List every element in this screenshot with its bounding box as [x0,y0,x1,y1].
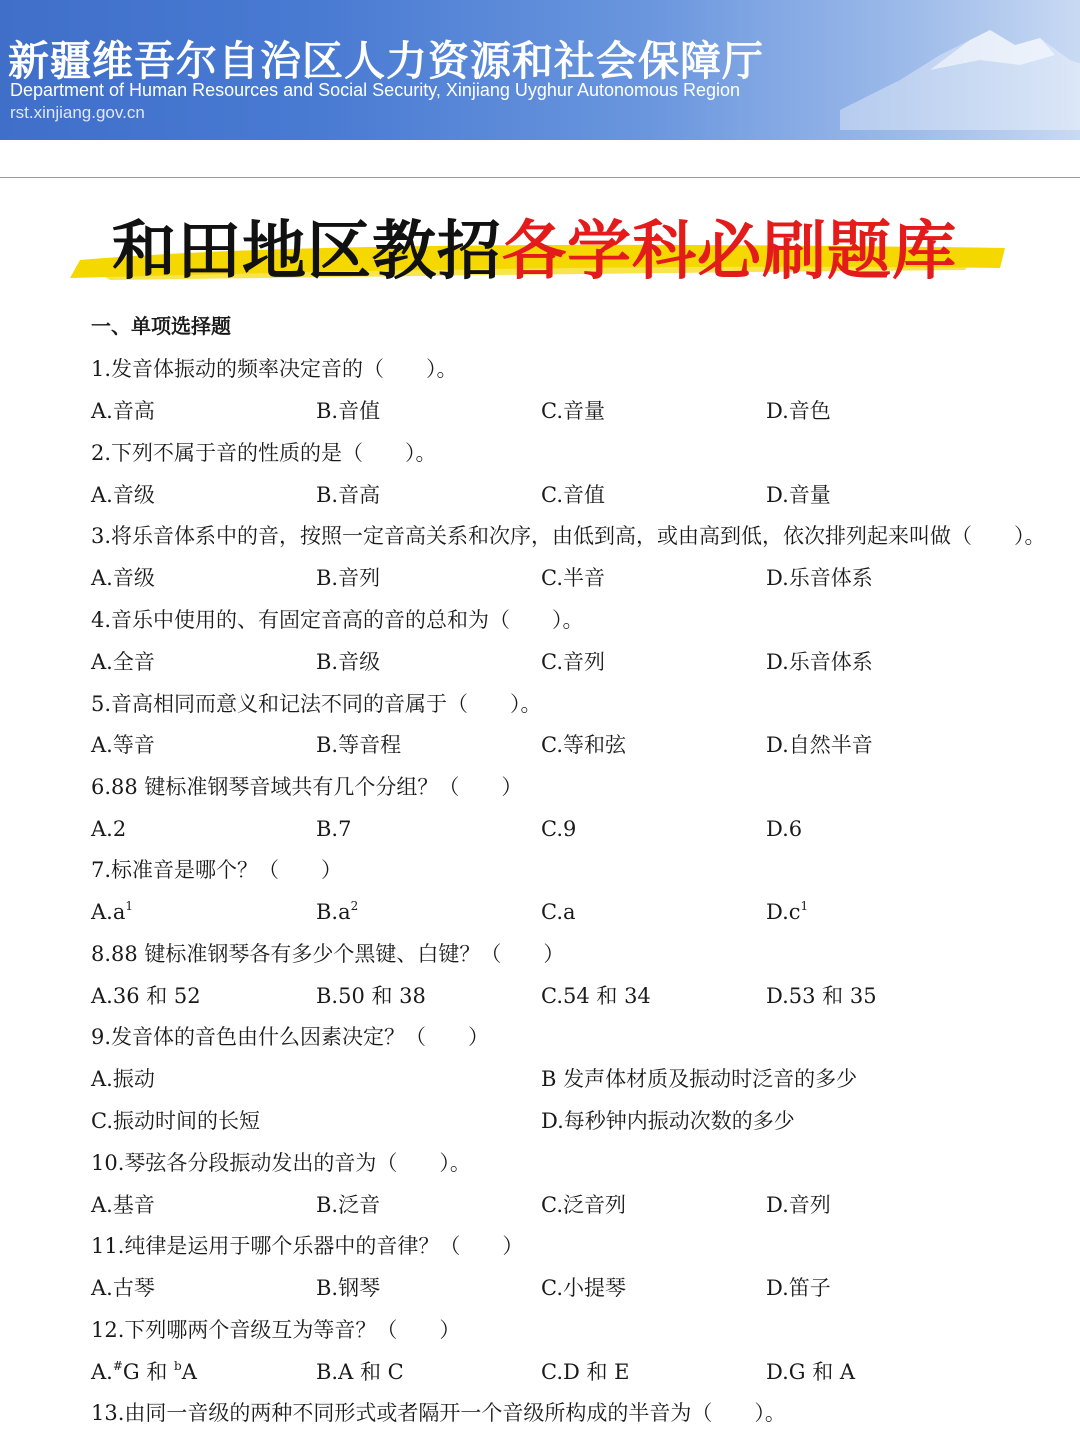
option-c: C.54 和 34 [541,984,651,1008]
option-b: B.50 和 38 [316,984,426,1008]
option-row [91,897,1051,927]
option-d: D.G 和 A [766,1360,856,1384]
option-c: C.泛音列 [541,1193,626,1217]
option-b: B.7 [316,817,352,841]
option-b: B.泛音 [316,1193,381,1217]
option-a: A.36 和 52 [91,984,201,1008]
option-b: B.音高 [316,483,381,507]
option-b-text: B.a [316,900,351,924]
option-row [91,1106,1051,1136]
question-text: 11.纯律是运用于哪个乐器中的音律？（ ） [91,1234,524,1258]
option-d-text: D.c [766,900,801,924]
option-row [91,1357,1051,1387]
option-a-end: A [181,1360,197,1384]
option-b: B.钢琴 [316,1276,381,1300]
option-row [91,480,1051,510]
agency-url: rst.xinjiang.gov.cn [10,103,145,122]
option-b: B.等音程 [316,733,402,757]
option-a: A.全音 [91,650,155,674]
agency-title: 新疆维吾尔自治区人力资源和社会保障厅 [8,37,764,85]
option-d: D.乐音体系 [766,566,873,590]
option-row [91,1064,1051,1094]
option-row [91,730,1051,760]
option-c: C.等和弦 [541,733,626,757]
question-text: 12.下列哪两个音级互为等音？（ ） [91,1318,461,1342]
question-text: 5.音高相同而意义和记法不同的音属于（ ）。 [91,692,542,716]
option-row [91,1273,1051,1303]
option-b: B.音级 [316,650,381,674]
question-text: 10.琴弦各分段振动发出的音为（ ）。 [91,1151,471,1175]
option-a: A.振动 [91,1067,155,1091]
option-b: B.音值 [316,399,381,423]
option-d: D.乐音体系 [766,650,873,674]
question-text: 13.由同一音级的两种不同形式或者隔开一个音级所构成的半音为（ ）。 [91,1401,786,1425]
question-text: 4.音乐中使用的、有固定音高的音的总和为（ ）。 [91,608,584,632]
section-heading: 一、单项选择题 [91,314,231,338]
option-c: C.半音 [541,566,605,590]
option-d: D.6 [766,817,803,841]
option-a: A.等音 [91,733,155,757]
option-d [766,897,808,927]
option-a: A.音级 [91,566,155,590]
question-text: 6.88 键标准钢琴音域共有几个分组？（ ） [91,775,523,799]
question-text: 7.标准音是哪个？（ ） [91,858,343,882]
option-d: D.53 和 35 [766,984,877,1008]
page-title [112,200,957,292]
flat-sign: b [174,1359,182,1373]
option-a-prefix: A. [91,1360,113,1384]
option-d: D.音色 [766,399,831,423]
option-a: A.古琴 [91,1276,155,1300]
option-a: A.基音 [91,1193,155,1217]
option-c: C.小提琴 [541,1276,626,1300]
option-b-superscript: 2 [350,899,359,913]
option-a-middle: G 和 [122,1360,175,1384]
question-text: 2.下列不属于音的性质的是（ ）。 [91,441,437,465]
option-a: A.2 [91,817,127,841]
mountain-graphic [840,10,1080,130]
header-divider [0,177,1080,178]
option-b: B 发声体材质及振动时泛音的多少 [541,1067,858,1091]
question-text: 8.88 键标准钢琴各有多少个黑键、白键？（ ） [91,942,565,966]
option-row [91,647,1051,677]
document-title [0,190,1080,290]
title-part-red: 各学科必刷题库 [502,215,957,289]
option-c: C.音量 [541,399,605,423]
option-b: B.A 和 C [316,1360,404,1384]
option-d: D.每秒钟内振动次数的多少 [541,1109,795,1133]
option-row [91,563,1051,593]
option-c: C.D 和 E [541,1360,630,1384]
option-a [91,1357,197,1387]
option-a-superscript: 1 [125,899,134,913]
option-a: A.音级 [91,483,155,507]
option-d: D.音量 [766,483,831,507]
option-a-text: A.a [91,900,126,924]
question-text: 1.发音体振动的频率决定音的（ ）。 [91,357,458,381]
option-c: C.音列 [541,650,605,674]
option-c: C.9 [541,817,577,841]
title-part-black: 和田地区教招 [112,215,502,289]
option-a: A.音高 [91,399,155,423]
option-c: C.音值 [541,483,605,507]
option-row [91,814,1051,844]
option-a [91,897,133,927]
option-d: D.笛子 [766,1276,831,1300]
sharp-sign: # [112,1359,123,1373]
option-b: B.音列 [316,566,381,590]
option-d: D.自然半音 [766,733,873,757]
option-row [91,396,1051,426]
option-row [91,1190,1051,1220]
agency-english-title: Department of Human Resources and Social Security, Xinjiang Uyghur Autonomous Region [10,80,741,100]
option-row [91,981,1051,1011]
header-banner [0,0,1080,140]
question-text: 9.发音体的音色由什么因素决定？（ ） [91,1025,490,1049]
option-c: C.a [541,900,576,924]
option-d: D.音列 [766,1193,831,1217]
question-text: 3.将乐音体系中的音，按照一定音高关系和次序，由低到高，或由高到低，依次排列起来叫做（ ）。 [91,524,1046,548]
option-d-superscript: 1 [800,899,809,913]
option-c: C.振动时间的长短 [91,1109,260,1133]
option-b [316,897,358,927]
